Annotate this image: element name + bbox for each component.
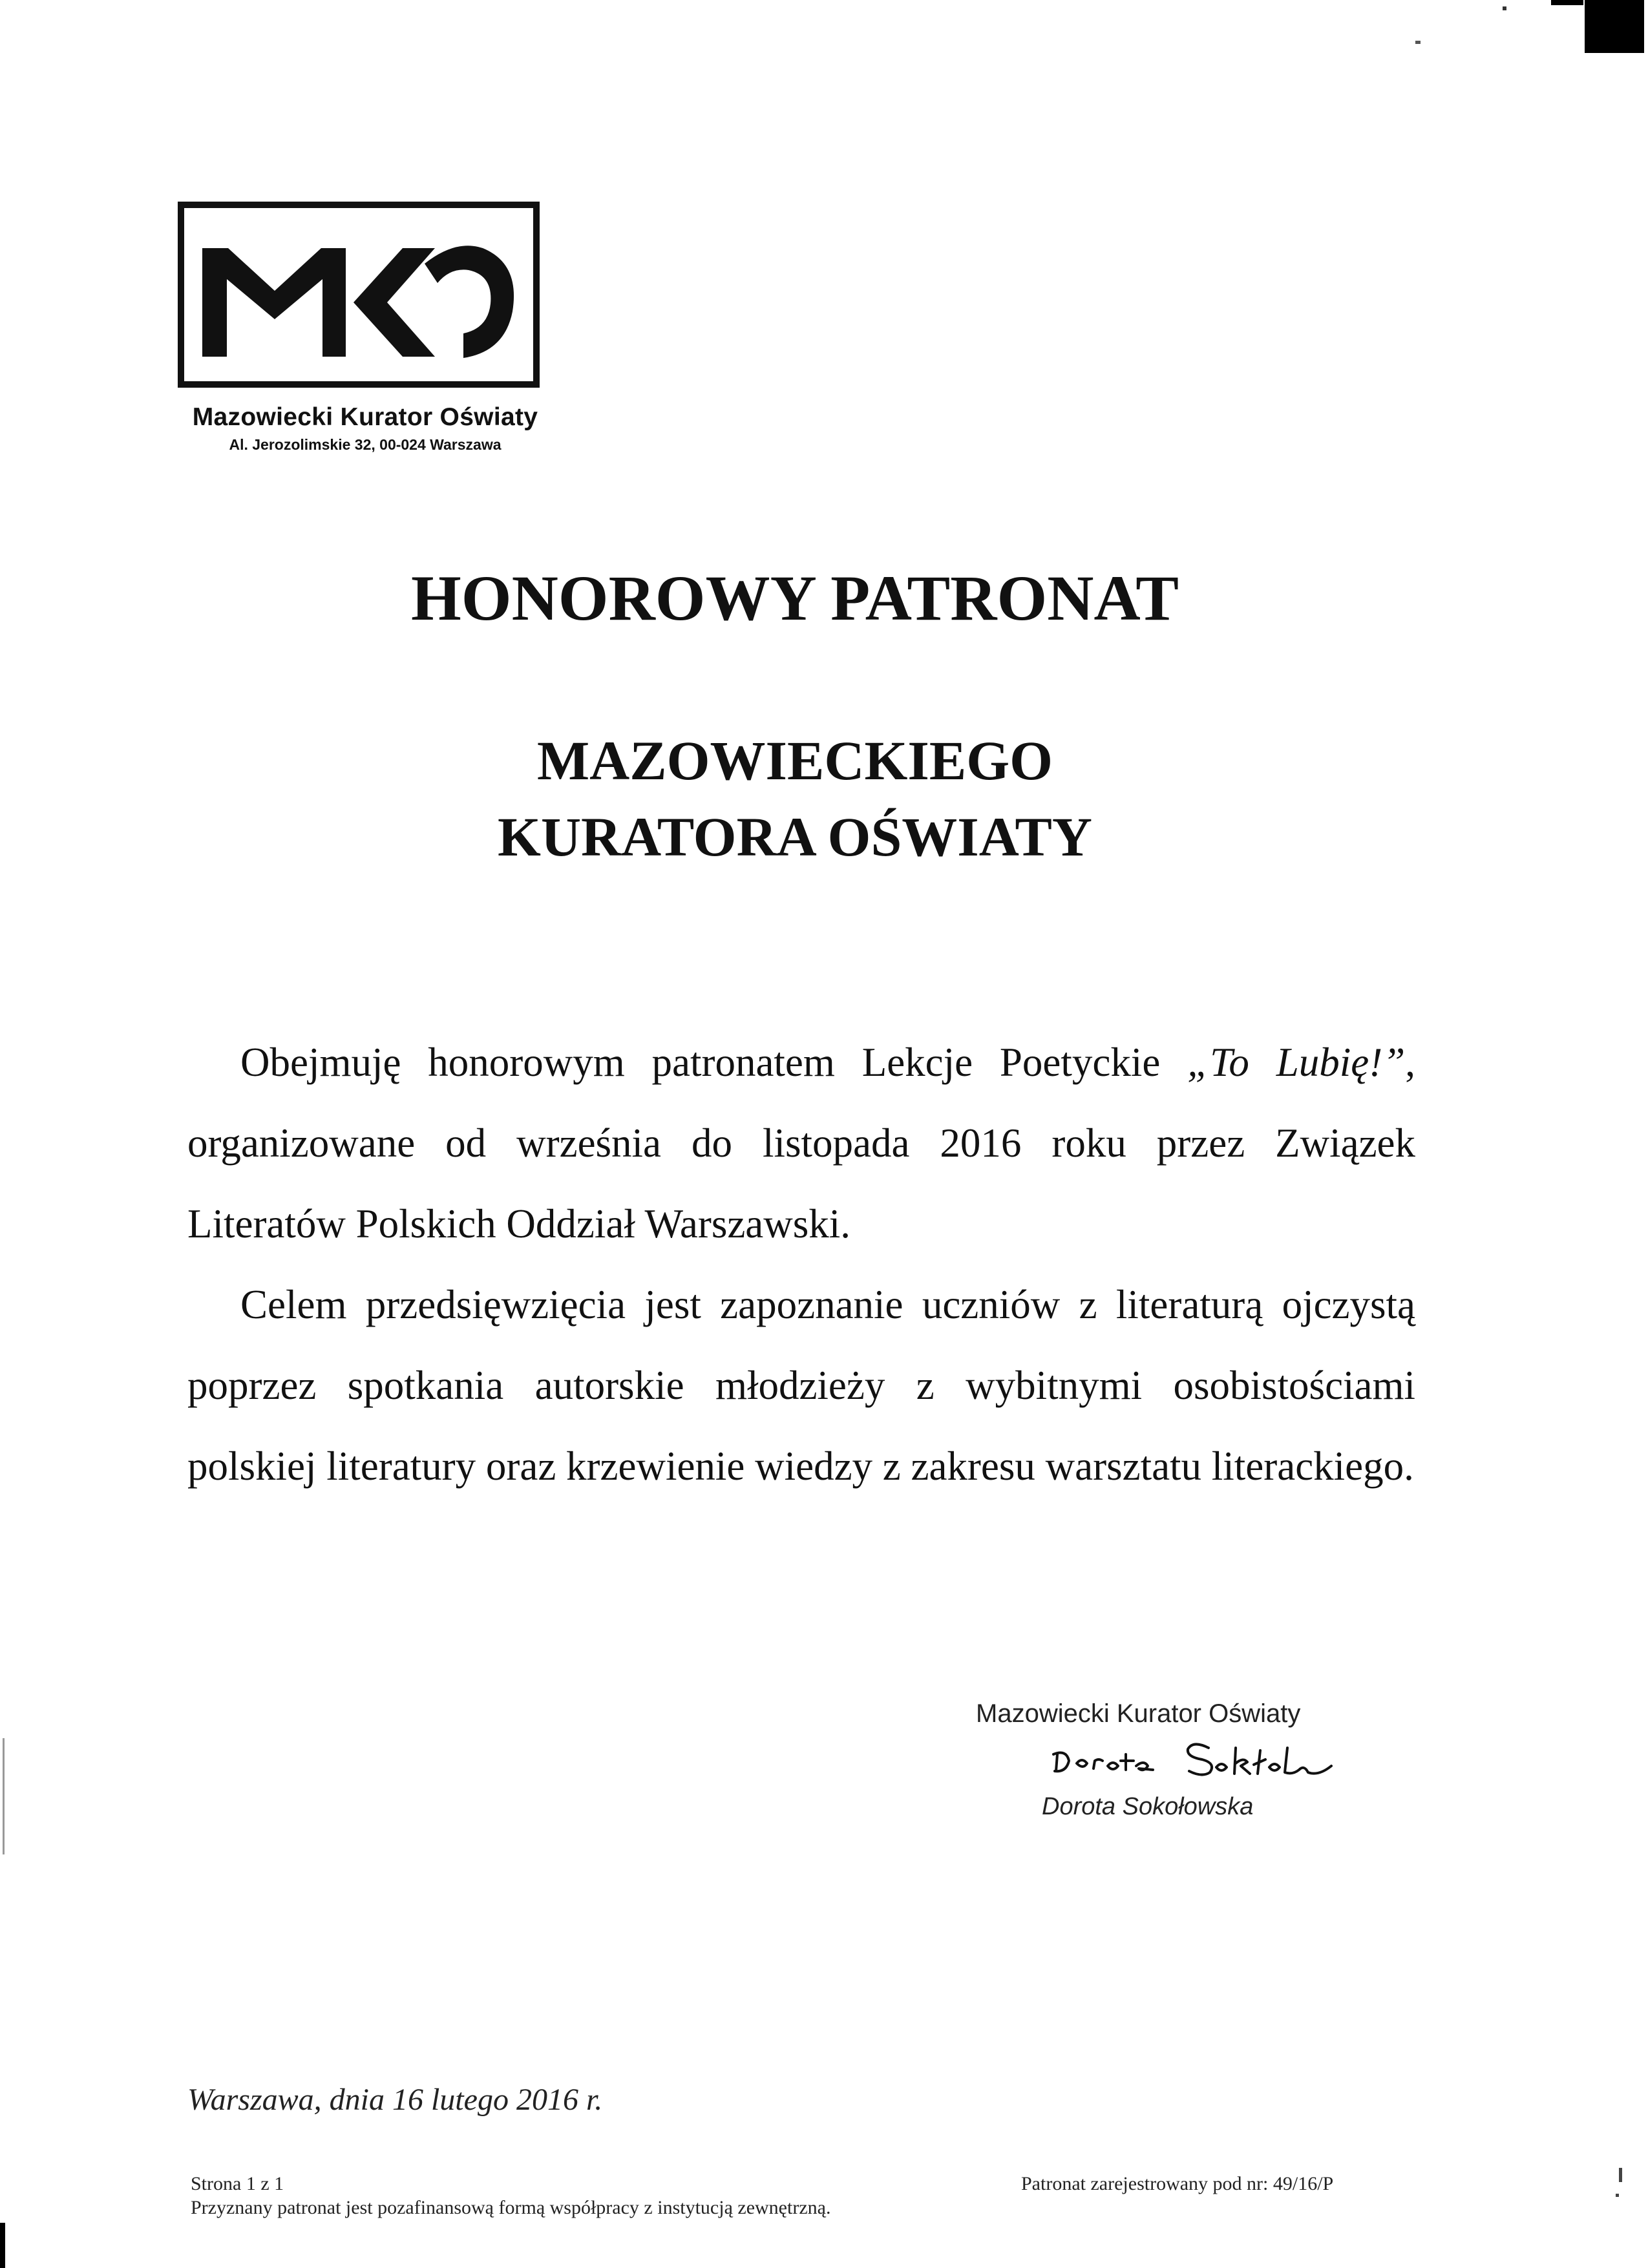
registration-number: Patronat zarejestrowany pod nr: 49/16/P (1021, 2173, 1334, 2194)
document-title: HONOROWY PATRONAT (411, 562, 1179, 634)
subtitle-line-2: KURATORA OŚWIATY (498, 806, 1092, 868)
handwritten-signature (1047, 1735, 1344, 1796)
scan-artifact (0, 2223, 5, 2268)
event-title: „To Lubię!” (1187, 1040, 1406, 1085)
document-subtitle (0, 722, 1590, 875)
letter-body (187, 1022, 1415, 1507)
mko-logo-mark (184, 208, 533, 381)
scan-artifact (1415, 41, 1421, 44)
institution-address: Al. Jerozolimskie 32, 00-024 Warszawa (229, 436, 502, 453)
scan-artifact (1551, 0, 1583, 5)
footer-note: Przyznany patronat jest pozafinansową formą współpracy z instytucją zewnętrzną. (191, 2197, 831, 2218)
page-number: Strona 1 z 1 (191, 2173, 284, 2194)
institution-name: Mazowiecki Kurator Oświaty (192, 403, 538, 431)
signatory-name: Dorota Sokołowska (1042, 1793, 1254, 1820)
signatory-role: Mazowiecki Kurator Oświaty (976, 1699, 1301, 1728)
paragraph-1-end: , organizowane od września do listopada 2016 roku przez Związek Literatów Polskich Oddział Warszawski. (187, 1040, 1416, 1246)
paragraph-1-start: Obejmuję honorowym patronatem Lekcje Poetyckie (240, 1040, 1188, 1085)
scan-artifact (1616, 2194, 1619, 2197)
scan-artifact (1585, 0, 1644, 53)
scan-artifact (1619, 2168, 1622, 2182)
scan-artifact (1503, 6, 1506, 10)
scan-artifact (3, 1738, 5, 1854)
place-and-date: Warszawa, dnia 16 lutego 2016 r. (187, 2083, 603, 2117)
subtitle-line-1: MAZOWIECKIEGO (537, 730, 1053, 792)
paragraph-2: Celem przedsięwzięcia jest zapoznanie uczniów z literaturą ojczystą poprzez spotkania autorskie młodzieży z wybitnymi osobistościami polskiej literatury oraz krzewienie wiedzy z zakresu warsztatu literackiego. (187, 1282, 1415, 1489)
paragraph-1 (187, 1022, 1415, 1265)
mko-logo (178, 202, 540, 388)
